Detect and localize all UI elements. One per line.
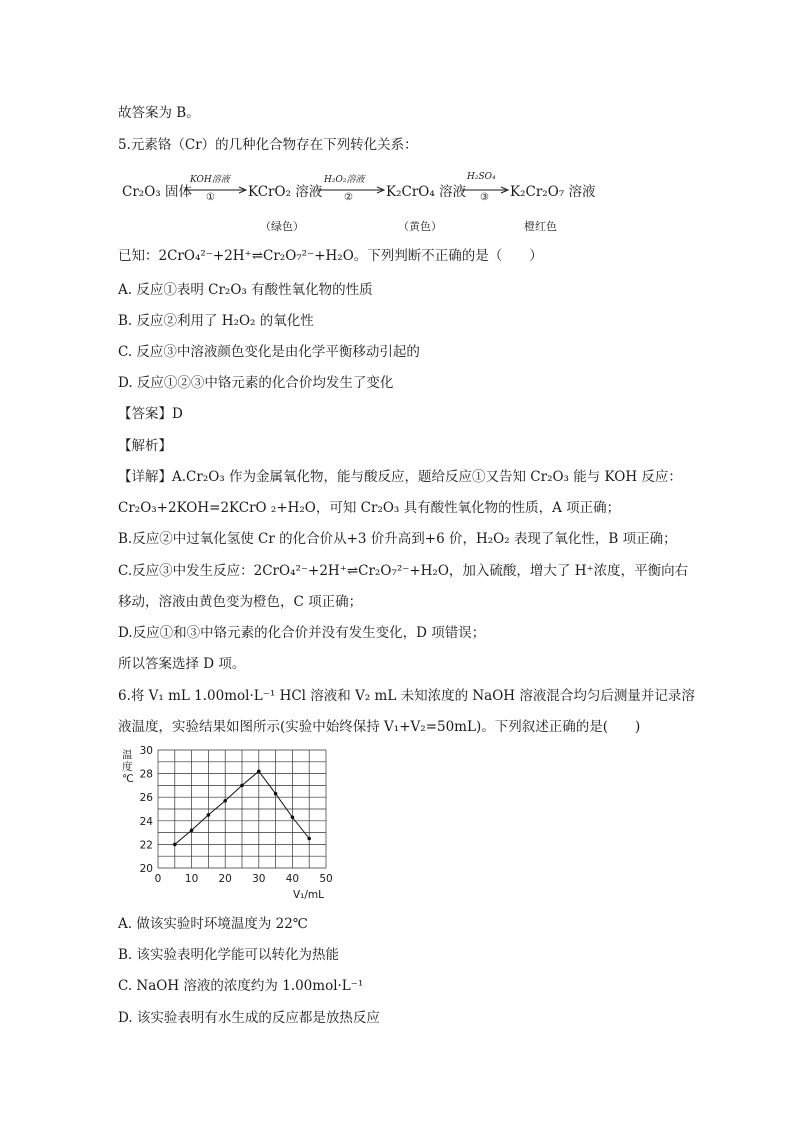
question-6-stem-line-1: 6.将 V₁ mL 1.00mol·L⁻¹ HCl 溶液和 V₂ mL 未知浓度的 NaOH 溶液混合均匀后测量并记录溶 <box>118 688 695 704</box>
y-tick-label: 26 <box>139 792 153 805</box>
x-axis-label: V₁/mL <box>292 889 324 901</box>
reaction-scheme <box>118 172 638 236</box>
question-6-stem-line-2: 液温度，实验结果如图所示(实验中始终保持 V₁+V₂=50mL)。下列叙述正确的是( ) <box>118 719 641 735</box>
color-label-green: （绿色） <box>260 220 304 233</box>
color-label-orange-red: 橙红色 <box>524 220 557 233</box>
data-point <box>173 843 177 847</box>
scheme-species-2: KCrO₂ 溶液 <box>248 184 323 200</box>
question-5-option-d: D. 反应①②③中铬元素的化合价均发生了变化 <box>118 375 394 391</box>
temperature-volume-chart <box>116 742 356 904</box>
question-5-detail-5: 移动，溶液由黄色变为橙色，C 项正确； <box>118 594 363 610</box>
question-5-stem: 5.元素铬（Cr）的几种化合物存在下列转化关系： <box>118 137 418 153</box>
y-tick-label: 30 <box>139 745 153 757</box>
scheme-species-4: K₂Cr₂O₇ 溶液 <box>510 184 596 200</box>
question-6-option-c: C. NaOH 溶液的浓度约为 1.00mol·L⁻¹ <box>118 978 364 994</box>
x-tick-label: 50 <box>319 873 333 885</box>
arrow-2-reagent: H₂O₂溶液 <box>324 175 365 185</box>
question-5-detail-7: 所以答案选择 D 项。 <box>118 656 246 672</box>
question-6-option-d: D. 该实验表明有水生成的反应都是放热反应 <box>118 1010 380 1026</box>
scheme-species-1: Cr₂O₃ 固体 <box>122 184 192 200</box>
question-5-detail-4: C.反应③中发生反应：2CrO₄²⁻+2H⁺⇌Cr₂O₇²⁻+H₂O，加入硫酸，增大了 H⁺浓度，平衡向右 <box>118 563 689 579</box>
data-point <box>274 792 278 796</box>
data-point <box>291 815 295 819</box>
arrow-3-number: ③ <box>480 192 489 203</box>
data-point <box>190 828 194 832</box>
color-label-yellow: （黄色） <box>398 220 442 233</box>
question-5-analysis-title: 【解析】 <box>118 438 172 454</box>
question-5-option-a: A. 反应①表明 Cr₂O₃ 有酸性氧化物的性质 <box>118 282 373 298</box>
y-axis-label: 温度℃ <box>122 749 134 785</box>
arrow-1-number: ① <box>206 192 215 203</box>
data-point <box>307 837 311 841</box>
question-6-option-b: B. 该实验表明化学能可以转化为热能 <box>118 947 340 963</box>
question-5-detail-1: 【详解】A.Cr₂O₃ 作为金属氧化物，能与酸反应，题给反应①又告知 Cr₂O₃ 能与 KOH 反应： <box>118 469 682 485</box>
y-tick-label: 20 <box>139 863 153 875</box>
data-point <box>223 799 227 803</box>
data-point <box>240 784 244 788</box>
arrow-2-number: ② <box>344 192 353 203</box>
y-tick-label: 28 <box>139 768 153 781</box>
question-5-answer: 【答案】D <box>118 406 183 422</box>
scheme-species-3: K₂CrO₄ 溶液 <box>386 184 467 200</box>
question-5-detail-3: B.反应②中过氧化氢使 Cr 的化合价从+3 价升高到+6 价，H₂O₂ 表现了氧化性，B 项正确； <box>118 531 677 547</box>
previous-answer-line: 故答案为 B。 <box>118 105 200 121</box>
data-point <box>257 769 261 773</box>
arrow-2-icon <box>318 186 388 194</box>
y-tick-label: 22 <box>139 839 153 852</box>
x-tick-label: 30 <box>252 873 266 885</box>
x-tick-label: 40 <box>285 873 300 885</box>
arrow-1-icon <box>184 186 250 194</box>
question-5-detail-6: D.反应①和③中铬元素的化合价并没有发生变化，D 项错误； <box>118 625 486 641</box>
data-point <box>207 813 211 817</box>
question-5-detail-2: Cr₂O₃+2KOH=2KCrO ₂+H₂O，可知 Cr₂O₃ 具有酸性氧化物的性质，A 项正确； <box>118 500 621 516</box>
x-tick-label: 10 <box>184 873 199 885</box>
x-tick-label: 20 <box>218 873 232 885</box>
question-6-option-a: A. 做该实验时环境温度为 22℃ <box>118 916 308 932</box>
question-5-option-b: B. 反应②利用了 H₂O₂ 的氧化性 <box>118 313 314 329</box>
question-5-known: 已知：2CrO₄²⁻+2H⁺⇌Cr₂O₇²⁻+H₂O。下列判断不正确的是（ ） <box>118 248 543 264</box>
arrow-3-reagent: H₂SO₄ <box>467 172 496 182</box>
y-tick-label: 24 <box>139 815 153 828</box>
question-5-option-c: C. 反应③中溶液颜色变化是由化学平衡移动引起的 <box>118 344 420 360</box>
x-tick-label: 0 <box>154 873 162 885</box>
arrow-1-reagent: KOH溶液 <box>190 175 230 185</box>
